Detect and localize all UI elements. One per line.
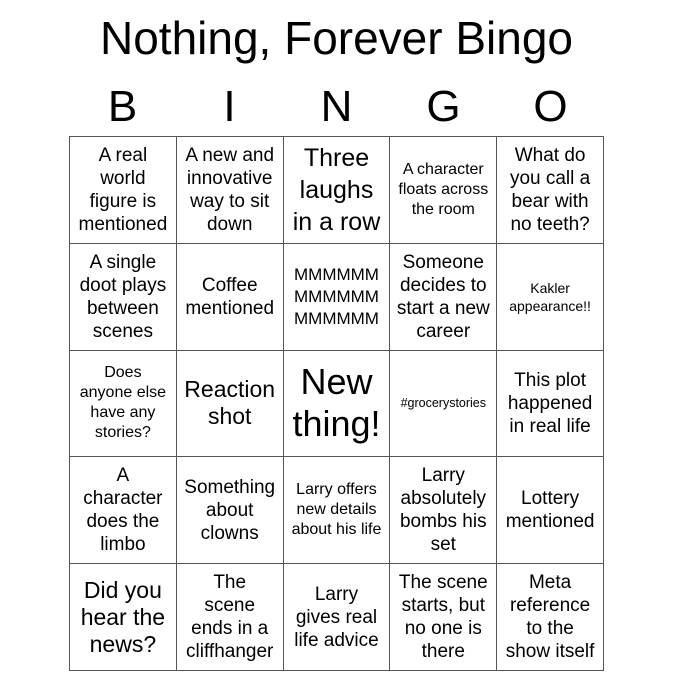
bingo-cell-r2-c1 <box>70 244 177 351</box>
bingo-cell-r1-c3 <box>284 137 391 244</box>
bingo-cell-r1-c5 <box>497 137 604 244</box>
cell-text: Something about clowns <box>184 476 276 544</box>
bingo-cell-r1-c4 <box>390 137 497 244</box>
header-letter-o: O <box>533 82 568 131</box>
bingo-cell-r4-c5 <box>497 457 604 564</box>
header-letter-i: I <box>223 82 236 131</box>
header-letter-g: G <box>426 82 461 131</box>
cell-text: Meta reference to the show itself <box>505 572 595 663</box>
free-space-text: New thing! <box>292 361 381 445</box>
cell-text: Someone decides to start a new career <box>396 251 490 342</box>
bingo-cell-r5-c1 <box>70 564 177 671</box>
bingo-cell-r3-c5 <box>497 351 604 458</box>
bingo-cell-r4-c4 <box>390 457 497 564</box>
cell-text: Larry absolutely bombs his set <box>399 465 487 556</box>
cell-text: Reaction shot <box>184 376 276 430</box>
cell-text: #grocerystories <box>400 396 487 411</box>
cell-text: Kakler appearance!! <box>509 279 591 314</box>
bingo-board <box>69 136 604 671</box>
page-title: Nothing, Forever Bingo <box>99 12 574 64</box>
bingo-cell-r4-c1 <box>70 457 177 564</box>
bingo-cell-r3-c3 <box>284 351 391 458</box>
bingo-cell-r1-c2 <box>177 137 284 244</box>
header-letter-n: N <box>320 82 353 131</box>
bingo-cell-r2-c5 <box>497 244 604 351</box>
bingo-cell-r1-c1 <box>70 137 177 244</box>
bingo-cell-r5-c2 <box>177 564 284 671</box>
cell-text: Coffee mentioned <box>185 274 275 319</box>
bingo-cell-r3-c2 <box>177 351 284 458</box>
bingo-cell-r2-c2 <box>177 244 284 351</box>
bingo-cell-r5-c5 <box>497 564 604 671</box>
cell-text: A new and innovative way to sit down <box>185 144 275 235</box>
cell-text: Lottery mentioned <box>505 488 595 533</box>
cell-text: Three laughs in a row <box>292 143 381 236</box>
cell-text: Larry gives real life advice <box>294 583 379 651</box>
cell-text: A character does the limbo <box>83 465 163 556</box>
bingo-cell-r3-c1 <box>70 351 177 458</box>
bingo-header <box>69 78 604 136</box>
bingo-cell-r4-c2 <box>177 457 284 564</box>
bingo-cell-r5-c3 <box>284 564 391 671</box>
bingo-cell-r4-c3 <box>284 457 391 564</box>
cell-text: A real world figure is mentioned <box>78 144 168 235</box>
cell-text: Larry offers new details about his life <box>291 481 382 539</box>
bingo-cell-r2-c3 <box>284 244 391 351</box>
cell-text: The scene ends in a cliffhanger <box>186 572 274 663</box>
cell-text: A single doot plays between scenes <box>79 251 167 342</box>
bingo-cell-r5-c4 <box>390 564 497 671</box>
cell-text: The scene starts, but no one is there <box>398 572 488 663</box>
bingo-cell-r3-c4 <box>390 351 497 458</box>
bingo-cell-r2-c4 <box>390 244 497 351</box>
cell-text: Does anyone else have any stories? <box>79 364 167 442</box>
cell-text: MMMMMM MMMMMM MMMMMM <box>294 264 379 328</box>
cell-text: This plot happened in real life <box>507 369 593 437</box>
header-letter-b: B <box>107 82 138 131</box>
cell-text: What do you call a bear with no teeth? <box>509 144 591 235</box>
cell-text: A character floats across the room <box>398 160 489 218</box>
cell-text: Did you hear the news? <box>80 576 166 657</box>
